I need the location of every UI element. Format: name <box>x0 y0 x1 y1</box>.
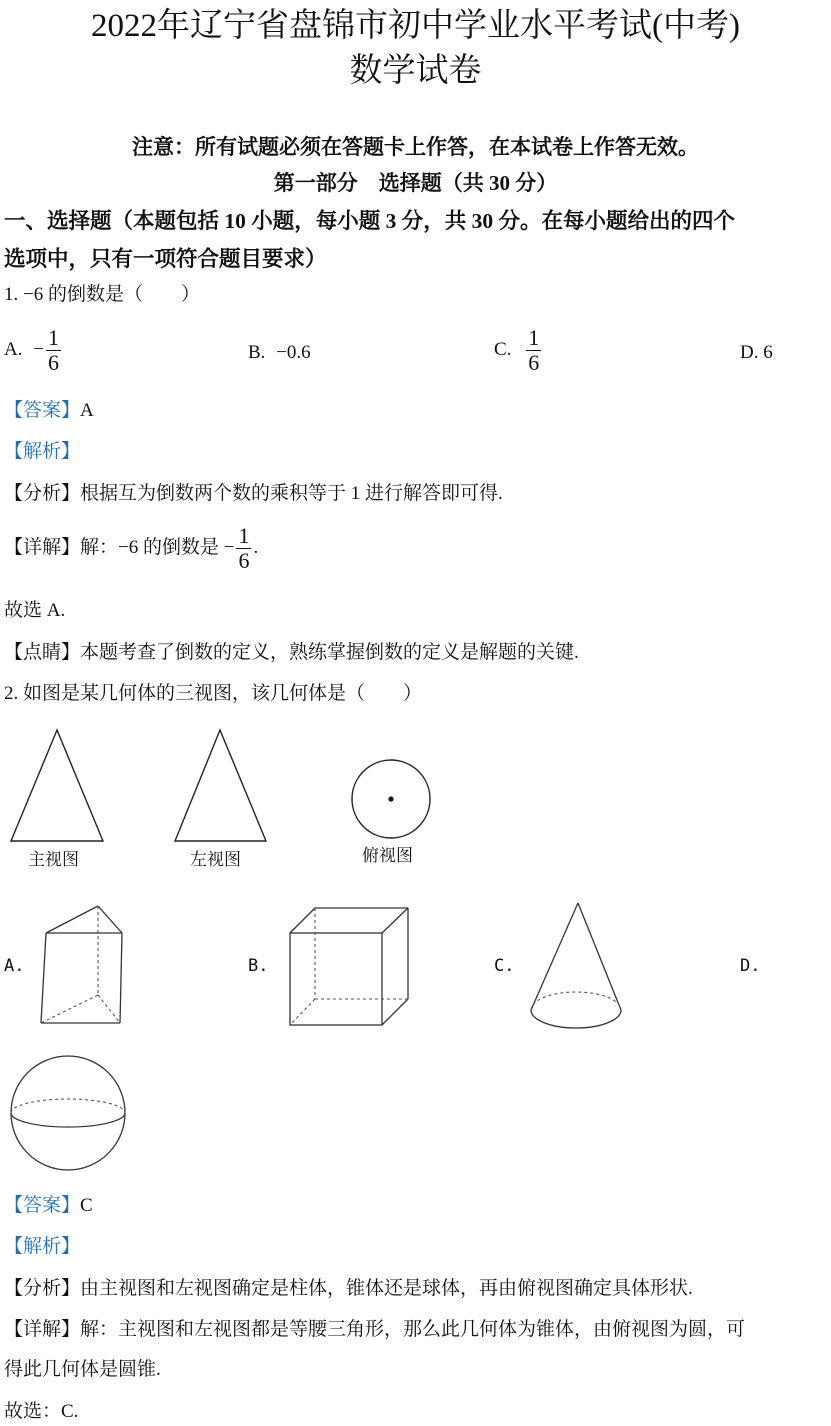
q2-answer <box>4 1192 93 1220</box>
exam-title-line1: 2022年辽宁省盘锦市初中学业水平考试(中考) <box>91 8 740 44</box>
q1-xiangjie-text: 解：−6 的倒数是 − <box>80 536 235 558</box>
q1-fenxi <box>4 480 503 508</box>
q2-option-c-label: C. <box>494 956 515 976</box>
q2-option-d-label: D. <box>740 956 761 976</box>
q1-answer-tag: 【答案】 <box>4 400 81 421</box>
left-view-caption: 左视图 <box>190 850 241 870</box>
q1-answer <box>4 397 94 425</box>
q1-xiangjie-end: . <box>253 536 259 558</box>
q2-fenxi <box>4 1275 693 1303</box>
q2-xiangjie-tag: 【详解】 <box>4 1319 81 1340</box>
exam-title-line2: 数学试卷 <box>349 53 482 89</box>
q1-option-a-label: A. <box>4 338 23 360</box>
q2-option-b-label: B. <box>248 956 269 976</box>
front-view-triangle <box>11 730 103 841</box>
q2-fenxi-tag: 【分析】 <box>4 1278 81 1299</box>
top-view-center-dot <box>388 796 393 801</box>
q1-option-a <box>4 326 63 375</box>
q2-xiangjie-line1: 解：主视图和左视图都是等腰三角形，那么此几何体为锥体，由俯视图为圆，可 <box>80 1319 746 1340</box>
q1-xiangjie-denominator: 6 <box>238 548 250 573</box>
option-b-cube-figure <box>270 895 430 1035</box>
q2-guxuan: 故选：C. <box>4 1401 79 1422</box>
section-heading-line2: 选项中，只有一项符合题目要求） <box>4 247 327 271</box>
q1-option-c-numerator: 1 <box>528 325 540 350</box>
q1-option-b <box>248 339 311 367</box>
q1-stem: 1. −6 的倒数是（ ） <box>4 284 200 305</box>
q1-xiangjie <box>4 524 258 573</box>
q2-analysis-tag: 【解析】 <box>4 1236 81 1257</box>
q1-analysis-tag: 【解析】 <box>4 441 81 462</box>
q2-xiangjie-line2: 得此几何体是圆锥. <box>4 1359 161 1380</box>
q1-dianjing-text: 本题考查了倒数的定义，熟练掌握倒数的定义是解题的关键. <box>80 642 579 663</box>
q1-option-a-sign: − <box>33 338 44 360</box>
q1-option-a-fraction <box>46 326 61 375</box>
q1-option-c-denominator: 6 <box>528 350 540 375</box>
q1-xiangjie-numerator: 1 <box>238 523 250 548</box>
q1-dianjing-tag: 【点睛】 <box>4 642 81 663</box>
q1-option-b-value: −0.6 <box>276 342 311 363</box>
part-heading: 第一部分 选择题（共 30 分） <box>273 171 558 195</box>
front-view-caption: 主视图 <box>28 850 79 870</box>
q1-fenxi-text: 根据互为倒数两个数的乘积等于 1 进行解答即可得. <box>80 483 503 504</box>
section-heading-line1: 一、选择题（本题包括 10 小题，每小题 3 分，共 30 分。在每小题给出的四个 <box>4 209 736 233</box>
q2-stem: 2. 如图是某几何体的三视图，该几何体是（ ） <box>4 683 423 704</box>
q2-fenxi-text: 由主视图和左视图确定是柱体，锥体还是球体，再由俯视图确定具体形状. <box>80 1278 693 1299</box>
top-view-caption: 俯视图 <box>362 846 413 866</box>
q1-option-c <box>494 326 543 375</box>
q1-option-a-numerator: 1 <box>47 325 59 350</box>
q2-answer-tag: 【答案】 <box>4 1195 81 1216</box>
option-c-cone-figure <box>520 895 640 1040</box>
q1-option-c-label: C. <box>494 338 512 360</box>
q2-answer-value: C <box>80 1195 93 1216</box>
q1-option-b-label: B. <box>248 342 266 363</box>
q1-option-a-denominator: 6 <box>47 350 59 375</box>
q1-option-c-fraction <box>526 326 541 375</box>
left-view-triangle <box>175 730 266 841</box>
q1-xiangjie-tag: 【详解】 <box>4 536 81 558</box>
q1-xiangjie-fraction <box>236 524 251 573</box>
option-a-prism-figure <box>0 895 140 1035</box>
q1-option-d: D. 6 <box>740 342 773 363</box>
q1-answer-value: A <box>80 400 94 421</box>
q2-xiangjie <box>4 1316 745 1344</box>
q1-fenxi-tag: 【分析】 <box>4 483 81 504</box>
q1-guxuan: 故选 A. <box>4 600 66 621</box>
q2-option-a-label: A. <box>4 956 25 976</box>
q1-dianjing <box>4 639 579 667</box>
exam-notice: 注意：所有试题必须在答题卡上作答，在本试卷上作答无效。 <box>132 135 699 159</box>
option-d-sphere-figure <box>0 1050 140 1180</box>
